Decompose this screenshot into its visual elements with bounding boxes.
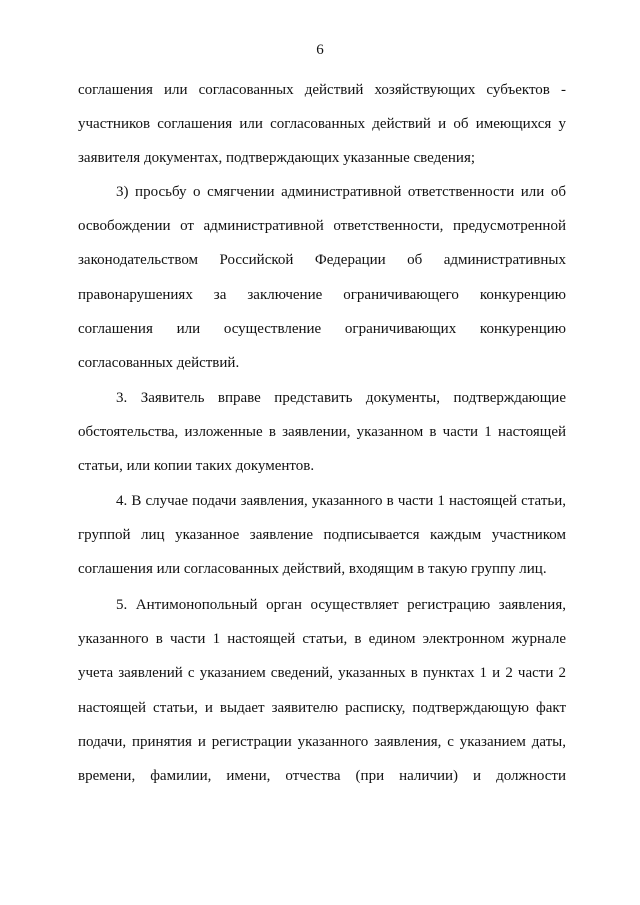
page-number: 6	[316, 42, 324, 58]
text-line: настоящей статьи, и выдает заявителю расписку, подтверждающую факт	[78, 700, 566, 716]
text-line: соглашения или осуществление ограничивающих конкуренцию	[78, 321, 566, 337]
text-line: указанного в части 1 настоящей статьи, в едином электронном журнале	[78, 631, 566, 647]
text-line: согласованных действий.	[78, 355, 240, 371]
text-line: 5. Антимонопольный орган осуществляет регистрацию заявления,	[116, 597, 566, 613]
text-line: участников соглашения или согласованных действий и об имеющихся у	[78, 116, 566, 132]
text-line: времени, фамилии, имени, отчества (при наличии) и должности	[78, 768, 566, 784]
text-line: соглашения или согласованных действий, входящим в такую группу лиц.	[78, 561, 547, 577]
text-line: законодательством Российской Федерации об административных	[78, 252, 566, 268]
text-line: группой лиц указанное заявление подписывается каждым участником	[78, 527, 566, 543]
text-line: 3) просьбу о смягчении административной ответственности или об	[116, 184, 566, 200]
text-line: правонарушениях за заключение ограничивающего конкуренцию	[78, 287, 566, 303]
text-line: 4. В случае подачи заявления, указанного в части 1 настоящей статьи,	[116, 493, 566, 509]
text-line: соглашения или согласованных действий хозяйствующих субъектов -	[78, 82, 566, 98]
text-line: статьи, или копии таких документов.	[78, 458, 315, 474]
text-line: 3. Заявитель вправе представить документы, подтверждающие	[116, 390, 566, 406]
text-line: освобождении от административной ответственности, предусмотренной	[78, 218, 566, 234]
text-line: учета заявлений с указанием сведений, указанных в пунктах 1 и 2 части 2	[78, 665, 566, 681]
text-line: подачи, принятия и регистрации указанного заявления, с указанием даты,	[78, 734, 566, 750]
text-line: заявителя документах, подтверждающих указанные сведения;	[78, 150, 476, 166]
text-line: обстоятельства, изложенные в заявлении, указанном в части 1 настоящей	[78, 424, 566, 440]
